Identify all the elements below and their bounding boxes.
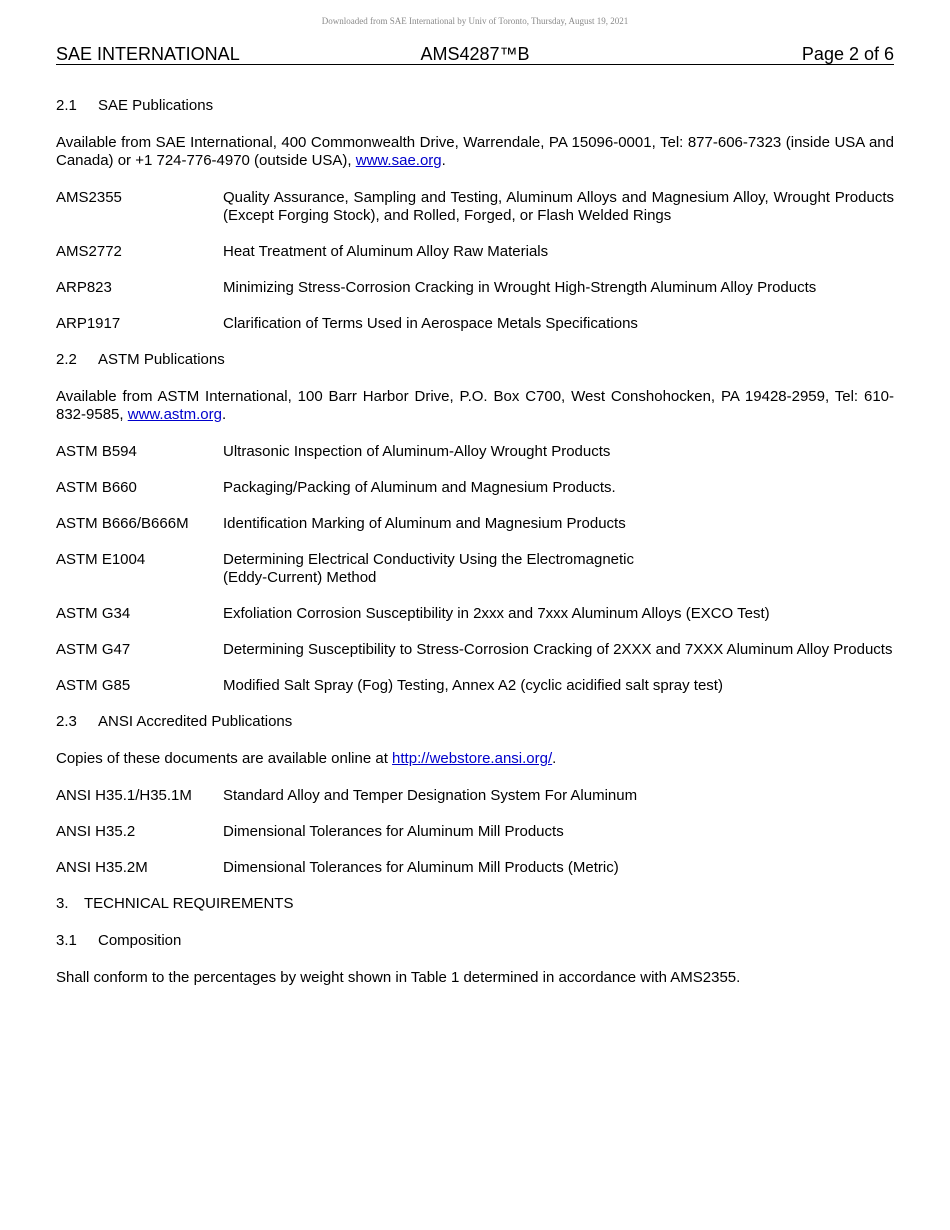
reference-title: Ultrasonic Inspection of Aluminum-Alloy Wrought Products — [223, 443, 611, 460]
section-title: TECHNICAL REQUIREMENTS — [84, 895, 294, 912]
section-heading-2-1 — [56, 97, 894, 115]
paragraph-text: Available from ASTM International, 100 Barr Harbor Drive, P.O. Box C700, West Conshohocken, PA 19428-2959, Tel: 610-832-9585, — [56, 388, 894, 423]
reference-code: ARP1917 — [56, 315, 121, 332]
paragraph-end: . — [552, 750, 557, 767]
section-number: 2.1 — [56, 97, 77, 114]
reference-title: Exfoliation Corrosion Susceptibility in 2xxx and 7xxx Aluminum Alloys (EXCO Test) — [223, 605, 770, 622]
section-heading-2-3 — [56, 713, 894, 731]
reference-code: ARP823 — [56, 279, 112, 296]
document-body — [56, 97, 894, 1006]
reference-row — [56, 551, 894, 587]
section-number: 3. — [56, 895, 69, 912]
reference-title: Dimensional Tolerances for Aluminum Mill Products (Metric) — [223, 859, 619, 876]
reference-title: Dimensional Tolerances for Aluminum Mill Products — [223, 823, 564, 840]
reference-code: AMS2355 — [56, 189, 122, 206]
reference-code: ASTM B594 — [56, 443, 137, 460]
reference-row — [56, 859, 894, 877]
reference-row — [56, 243, 894, 261]
reference-title: Clarification of Terms Used in Aerospace Metals Specifications — [223, 315, 638, 332]
reference-code: AMS2772 — [56, 243, 122, 260]
reference-title: Standard Alloy and Temper Designation System For Aluminum — [223, 787, 638, 804]
reference-code: ASTM G47 — [56, 641, 131, 658]
paragraph-text: Copies of these documents are available online at — [56, 750, 393, 767]
section-title: ANSI Accredited Publications — [98, 713, 293, 730]
section-number: 3.1 — [56, 932, 77, 949]
publisher-name: SAE INTERNATIONAL — [56, 44, 240, 64]
reference-code: ASTM G85 — [56, 677, 131, 694]
reference-row — [56, 443, 894, 461]
sae-availability-paragraph — [56, 134, 894, 170]
reference-row — [56, 279, 894, 297]
ansi-webstore-link[interactable]: http://webstore.ansi.org/ — [392, 750, 553, 767]
reference-row — [56, 479, 894, 497]
reference-code: ANSI H35.2 — [56, 823, 136, 840]
reference-title-line: Determining Electrical Conductivity Using the Electromagnetic — [223, 551, 635, 568]
paragraph-end: . — [221, 406, 227, 423]
reference-row — [56, 823, 894, 841]
reference-code: ASTM B660 — [56, 479, 137, 496]
reference-code: ANSI H35.2M — [56, 859, 148, 876]
reference-title-line: (Eddy-Current) Method — [223, 569, 377, 586]
astm-website-link[interactable]: www.astm.org — [127, 406, 222, 423]
reference-row — [56, 605, 894, 623]
reference-code: ASTM B666/B666M — [56, 515, 189, 532]
section-title: Composition — [98, 932, 182, 949]
section-title: SAE Publications — [98, 97, 214, 114]
ansi-availability-paragraph — [56, 750, 894, 768]
document-number: AMS4287™B — [420, 44, 530, 64]
paragraph-end: . — [441, 152, 446, 169]
reference-title: Quality Assurance, Sampling and Testing, Aluminum Alloys and Magnesium Alloy, Wrought Products (Except Forging Stock), and Rolled, Forged, or Flash Welded Rings — [223, 189, 894, 224]
composition-paragraph: Shall conform to the percentages by weight shown in Table 1 determined in accordance with AMS2355. — [56, 969, 741, 986]
paragraph-text: Available from SAE International, 400 Commonwealth Drive, Warrendale, PA 15096-0001, Tel: 877-606-7323 (inside USA and Canada) or +1 724-776-4970 (outside USA), — [56, 134, 894, 169]
reference-title: Heat Treatment of Aluminum Alloy Raw Materials — [223, 243, 549, 260]
page-number: Page 2 of 6 — [801, 44, 894, 64]
reference-code: ASTM G34 — [56, 605, 131, 622]
download-watermark: Downloaded from SAE International by Univ of Toronto, Thursday, August 19, 2021 — [321, 16, 629, 26]
reference-row — [56, 515, 894, 533]
page-header — [56, 44, 894, 65]
section-number: 2.2 — [56, 351, 77, 368]
reference-title: Minimizing Stress-Corrosion Cracking in Wrought High-Strength Aluminum Alloy Products — [223, 279, 817, 296]
reference-row — [56, 189, 894, 225]
astm-availability-paragraph — [56, 388, 894, 424]
sae-website-link[interactable]: www.sae.org — [355, 152, 442, 169]
reference-title: Identification Marking of Aluminum and Magnesium Products — [223, 515, 626, 532]
section-heading-2-2 — [56, 351, 894, 369]
section-title: ASTM Publications — [98, 351, 225, 368]
reference-title: Packaging/Packing of Aluminum and Magnesium Products. — [223, 479, 616, 496]
section-heading-3-1 — [56, 932, 894, 950]
reference-row — [56, 315, 894, 333]
reference-code: ASTM E1004 — [56, 551, 146, 568]
reference-title: Determining Susceptibility to Stress-Corrosion Cracking of 2XXX and 7XXX Aluminum Alloy Products — [223, 641, 893, 658]
reference-row — [56, 677, 894, 695]
reference-row — [56, 787, 894, 805]
section-number: 2.3 — [56, 713, 77, 730]
reference-title — [223, 551, 894, 587]
reference-title: Modified Salt Spray (Fog) Testing, Annex A2 (cyclic acidified salt spray test) — [223, 677, 723, 694]
section-heading-3 — [56, 895, 894, 913]
reference-row — [56, 641, 894, 659]
reference-code: ANSI H35.1/H35.1M — [56, 787, 192, 804]
